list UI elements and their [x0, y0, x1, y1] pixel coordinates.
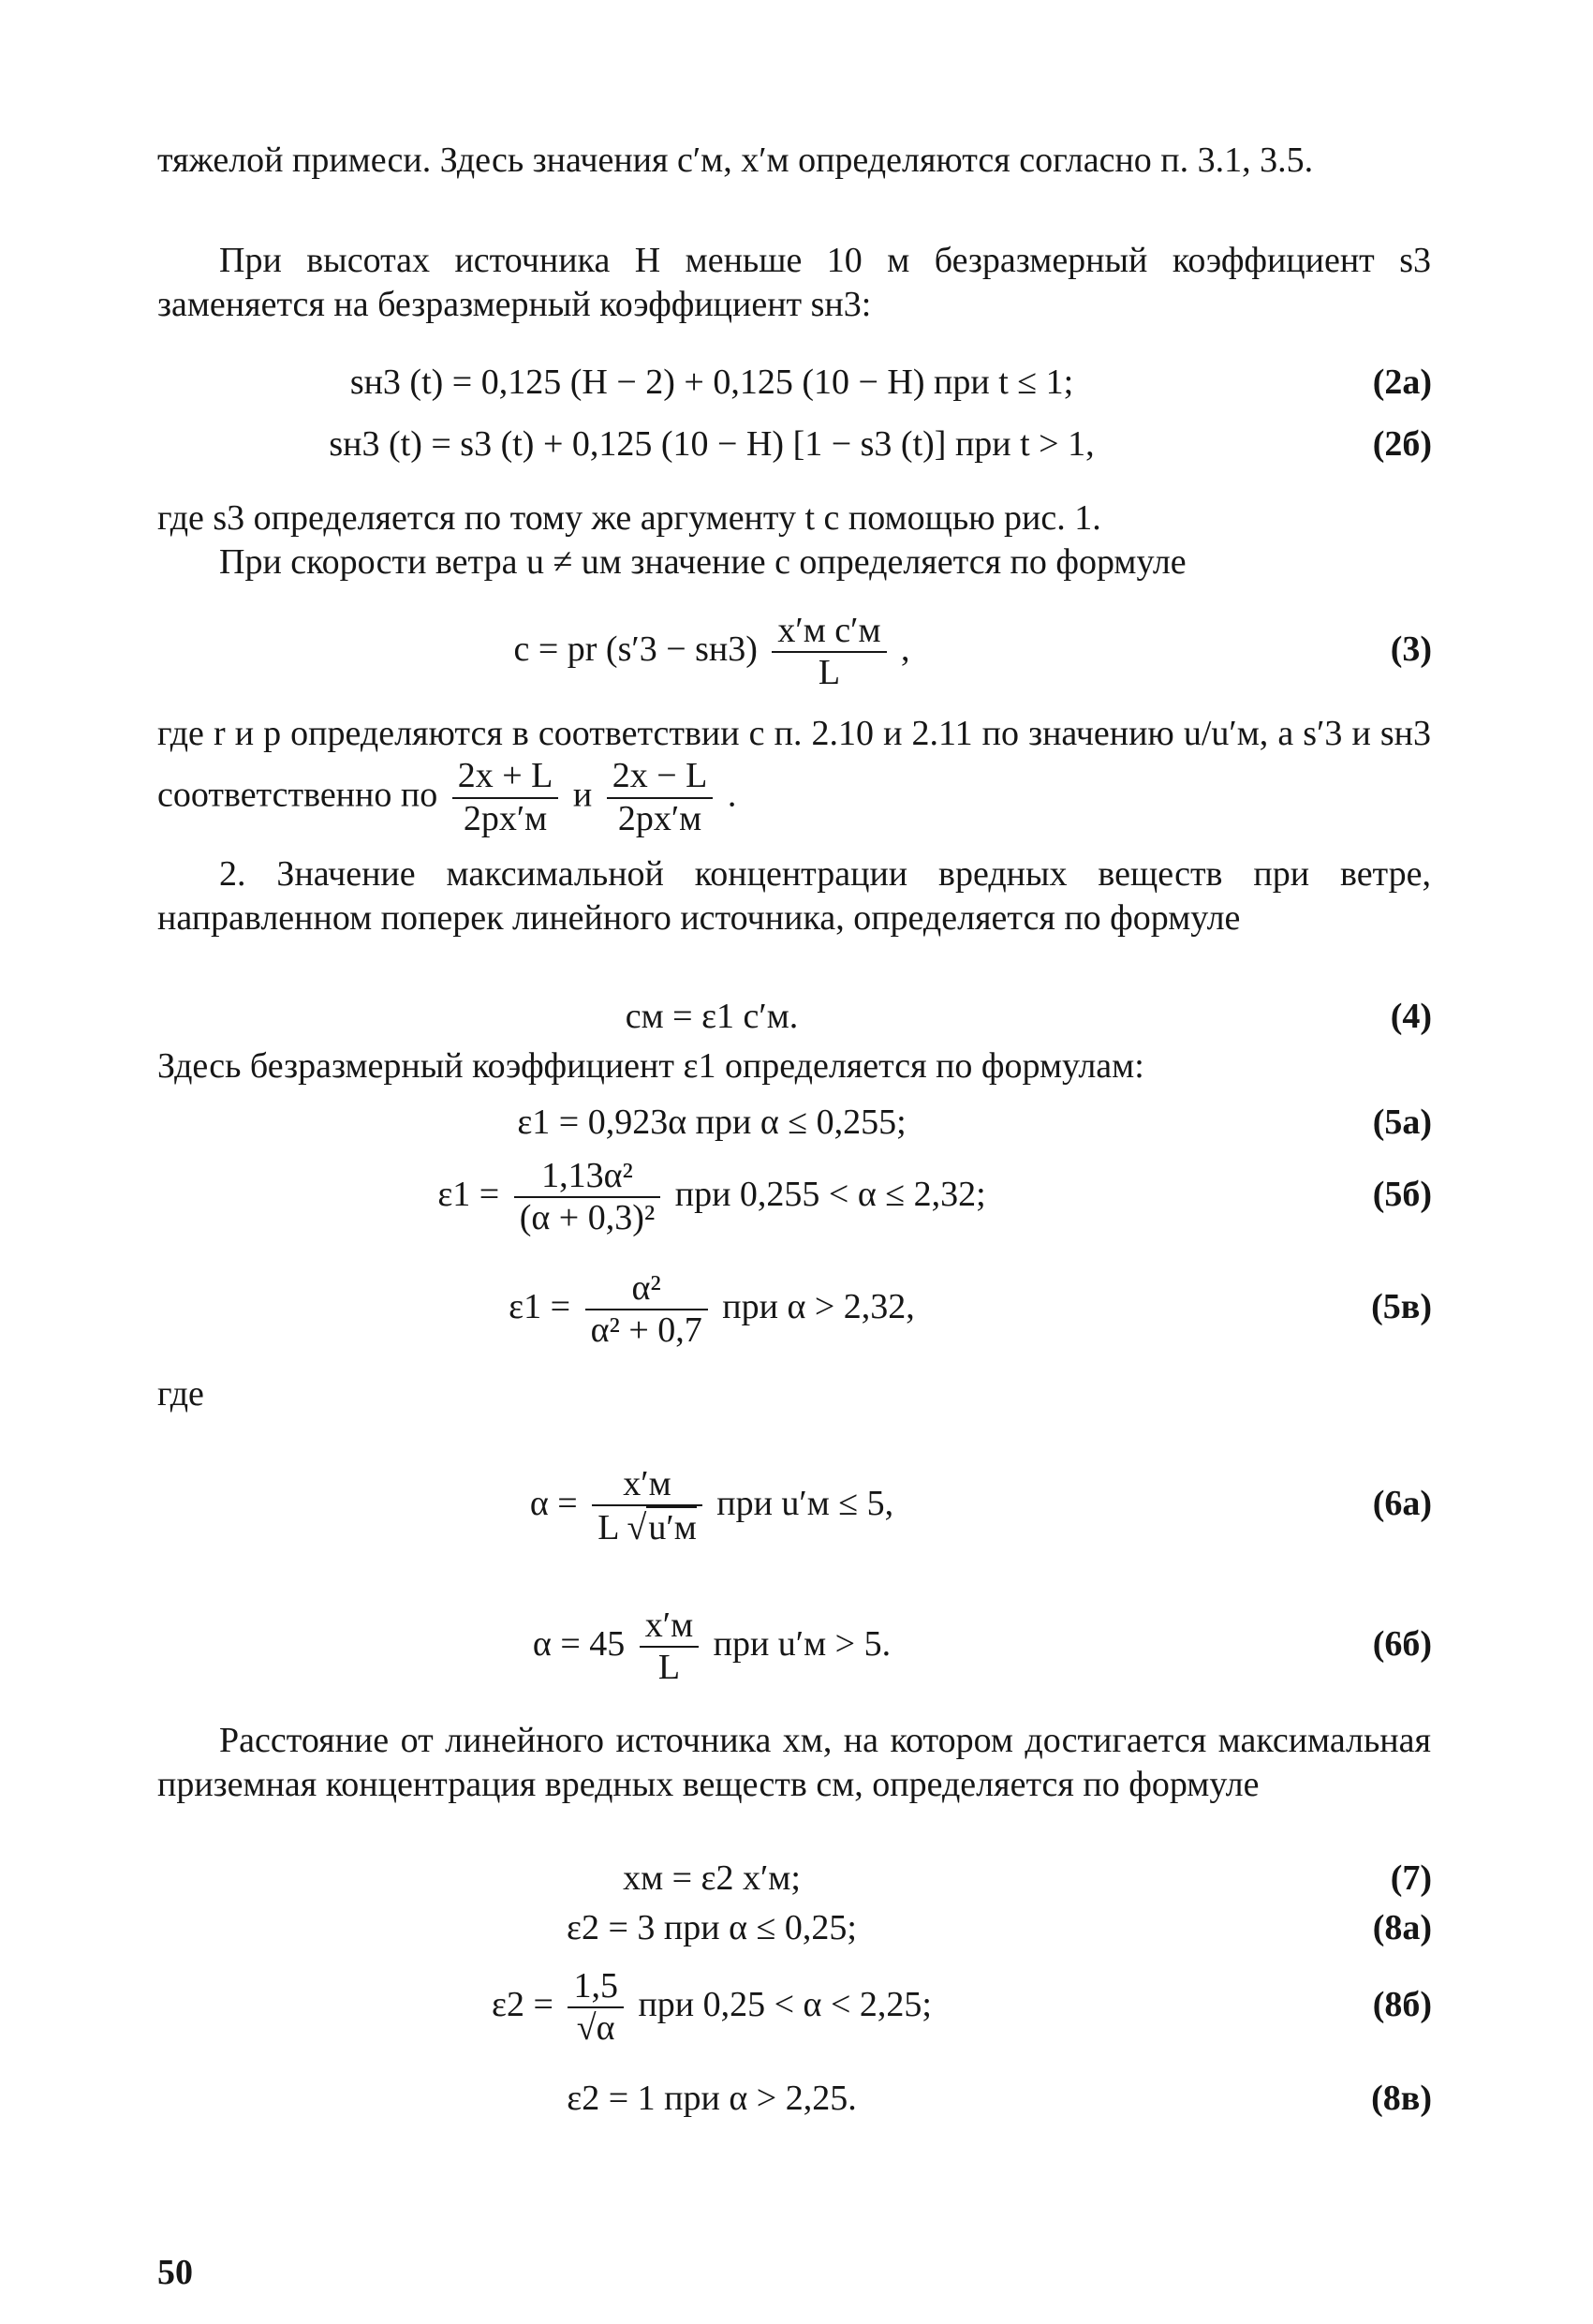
- equation-3-tail: ,: [901, 629, 910, 669]
- equation-5v-formula: [140, 1246, 1283, 1368]
- page-number: 50: [157, 2253, 193, 2292]
- equation-6b-lhs: α = 45: [532, 1624, 626, 1664]
- equation-5a-formula: ε1 = 0,923α при α ≤ 0,255;: [517, 1103, 907, 1142]
- paragraph-1: тяжелой примеси. Здесь значения c′м, x′м определяются согласно п. 3.1, 3.5.: [157, 141, 1314, 180]
- equation-5v-fraction: [585, 1268, 708, 1352]
- equation-8v-number: (8в): [1371, 2079, 1432, 2118]
- equation-5v-fraction-numerator: α²: [585, 1268, 708, 1311]
- paragraph-6: 2. Значение максимальной концентрации вредных веществ при ветре, направленном поперек линейного источника, определяется по формуле: [157, 854, 1431, 938]
- equation-5v-number: (5в): [1371, 1287, 1432, 1326]
- equation-8b-formula: [140, 1944, 1283, 2065]
- equation-3: [0, 588, 1593, 710]
- equation-5b: [0, 1133, 1593, 1255]
- equation-6b-formula: [140, 1583, 1283, 1705]
- equation-6a-rhs: при u′м ≤ 5,: [716, 1484, 894, 1523]
- paragraph-2: При высотах источника H меньше 10 м безразмерный коэффициент s3 заменяется на безразмерный коэффициент sн3:: [157, 241, 1431, 324]
- equation-7: [0, 1850, 1593, 1906]
- paragraph-5-fraction-1: [452, 756, 559, 839]
- equation-6b-number: (6б): [1372, 1624, 1432, 1664]
- equation-8a-formula: ε2 = 3 при α ≤ 0,25;: [567, 1908, 857, 1947]
- equation-3-number: (3): [1390, 629, 1432, 669]
- where-label: где: [157, 1374, 204, 1414]
- equation-6a-fraction-numerator: x′м: [592, 1464, 702, 1507]
- equation-6b-fraction: [640, 1606, 699, 1689]
- paragraph-3: где s3 определяется по тому же аргументу t с помощью рис. 1.: [157, 498, 1101, 538]
- equation-6a-formula: [140, 1443, 1283, 1564]
- equation-5b-fraction-denominator: (α + 0,3)²: [519, 1198, 656, 1238]
- equation-8b: [0, 1944, 1593, 2065]
- equation-3-fraction: [772, 611, 886, 694]
- paragraph-5: [157, 712, 1431, 839]
- paragraph-5-fraction-2-denominator: 2px′м: [617, 798, 702, 838]
- equation-5b-rhs: при 0,255 < α ≤ 2,32;: [674, 1175, 986, 1214]
- equation-5v: [0, 1246, 1593, 1368]
- equation-3-lhs: c = pr (s′3 − sн3): [513, 629, 758, 669]
- equation-5a-number: (5а): [1372, 1103, 1432, 1142]
- equation-7-formula: xм = ε2 x′м;: [623, 1858, 801, 1898]
- paragraph-7: Здесь безразмерный коэффициент ε1 определяется по формулам:: [157, 1046, 1144, 1086]
- equation-8b-fraction: [568, 1966, 624, 2050]
- equation-6a-fraction: [592, 1464, 702, 1549]
- equation-6a-fraction-denominator: [592, 1506, 702, 1549]
- paragraph-5-fraction-2-numerator: 2x − L: [607, 756, 714, 799]
- paragraph-5-end: .: [727, 775, 737, 815]
- equation-4-number: (4): [1390, 997, 1432, 1036]
- equation-6b-fraction-denominator: L: [657, 1648, 681, 1688]
- equation-6b-rhs: при u′м > 5.: [713, 1624, 892, 1664]
- equation-8b-rhs: при 0,25 < α < 2,25;: [638, 1985, 932, 2024]
- equation-5b-fraction: [514, 1156, 661, 1239]
- equation-6b-fraction-numerator: x′м: [640, 1606, 699, 1649]
- equation-5v-lhs: ε1 =: [509, 1287, 571, 1326]
- sqrt-sign: √: [627, 1508, 647, 1548]
- equation-8v-formula: ε2 = 1 при α > 2,25.: [567, 2079, 857, 2118]
- equation-5v-rhs: при α > 2,32,: [722, 1287, 915, 1326]
- equation-7-number: (7): [1390, 1858, 1432, 1898]
- equation-8b-number: (8б): [1372, 1985, 1432, 2024]
- equation-8v: [0, 2070, 1593, 2126]
- paragraph-4: При скорости ветра u ≠ uм значение c определяется по формуле: [219, 542, 1187, 582]
- equation-2b-formula: sн3 (t) = s3 (t) + 0,125 (10 − H) [1 − s3 (t)] при t > 1,: [329, 424, 1095, 464]
- equation-6a-lhs: α =: [529, 1484, 578, 1523]
- equation-5b-formula: [140, 1133, 1283, 1255]
- equation-5b-number: (5б): [1372, 1175, 1432, 1214]
- equation-3-formula: [140, 588, 1283, 710]
- equation-8b-fraction-numerator: 1,5: [568, 1966, 624, 2009]
- equation-3-fraction-denominator: L: [818, 653, 841, 693]
- equation-8a-number: (8а): [1372, 1908, 1432, 1947]
- paragraph-5-and: и: [572, 775, 593, 815]
- equation-3-fraction-numerator: x′м c′м: [772, 611, 886, 654]
- equation-2a-number: (2а): [1372, 363, 1432, 402]
- equation-6a: [0, 1443, 1593, 1564]
- equation-6a-denominator-l: L: [597, 1508, 619, 1548]
- equation-8b-fraction-denominator: √α: [576, 2008, 615, 2049]
- equation-6a-number: (6а): [1372, 1484, 1432, 1523]
- equation-4-formula: cм = ε1 c′м.: [625, 997, 799, 1036]
- equation-2b-number: (2б): [1372, 424, 1432, 464]
- paragraph-5-fraction-1-denominator: 2px′м: [463, 798, 548, 838]
- equation-2b: [0, 416, 1593, 472]
- equation-5b-fraction-numerator: 1,13α²: [514, 1156, 661, 1199]
- equation-4: [0, 988, 1593, 1044]
- paragraph-8: Расстояние от линейного источника xм, на котором достигается максимальная приземная концентрация вредных веществ cм, определяется по формуле: [157, 1721, 1431, 1804]
- equation-2a-formula: sн3 (t) = 0,125 (H − 2) + 0,125 (10 − H) при t ≤ 1;: [349, 363, 1074, 402]
- equation-5v-fraction-denominator: α² + 0,7: [590, 1310, 702, 1351]
- paragraph-5-fraction-2: [607, 756, 714, 839]
- equation-2a: [0, 354, 1593, 410]
- equation-8b-lhs: ε2 =: [492, 1985, 553, 2024]
- paragraph-5-text: где r и p определяются в соответствии с п. 2.10 и 2.11 по значению u/u′м, а s′3 и sн3 соответственно по: [157, 714, 1431, 815]
- equation-5b-lhs: ε1 =: [437, 1175, 500, 1214]
- equation-6b: [0, 1583, 1593, 1705]
- equation-6a-radicand: u′м: [648, 1508, 697, 1548]
- paragraph-5-fraction-1-numerator: 2x + L: [452, 756, 559, 799]
